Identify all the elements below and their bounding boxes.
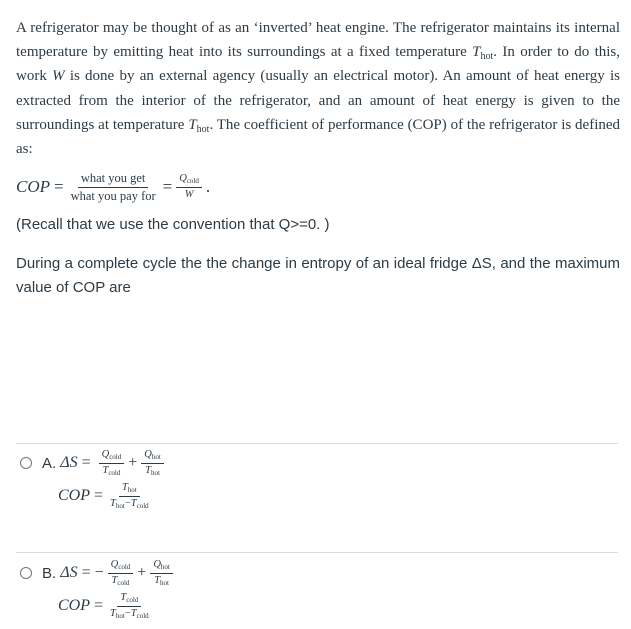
t-hot-symbol-2: $T_{hot}$ [188, 116, 210, 135]
q-cold-over-t-cold: $\frac{Q_{cold}}{T_{cold}}$ [108, 560, 134, 586]
minus-sign: − [94, 564, 104, 581]
intro-text-1: A refrigerator may be thought of as an ‘inverted’ heat engine. The refrigerator maintains its internal temperature by emitting heat into its surroundings at a fixed temperature [16, 20, 620, 61]
radio-button-b[interactable] [20, 567, 32, 579]
period: . [205, 177, 211, 196]
cop-word-fraction [68, 172, 159, 202]
q-hot-over-t-hot: $\frac{Q_{hot}}{T_{hot}}$ [150, 560, 173, 586]
t-hot-symbol: $T_{hot}$ [472, 44, 494, 63]
equals-sign: = [94, 597, 104, 614]
cop-fraction: $\frac{T_{cold}}{T_{hot}-T_{cold}}$ [110, 592, 149, 620]
intro-text-2: . In order to do this, work [16, 44, 621, 85]
equals-sign-2: = [162, 177, 173, 196]
q-over-w-fraction: $\frac{Q_{cold}}{W}$ [176, 174, 202, 200]
option-divider-b [16, 552, 618, 553]
question-intro-paragraph [16, 16, 620, 161]
cop-symbol: COP [58, 597, 90, 614]
cop-symbol: COP [16, 177, 50, 196]
option-divider-a [16, 443, 618, 444]
delta-s-symbol: ΔS [60, 454, 78, 471]
equals-sign: = [81, 564, 91, 581]
q-hot-over-t-hot: $\frac{Q_{hot}}{T_{hot}}$ [141, 450, 164, 476]
equals-sign: = [94, 487, 104, 504]
equals-sign: = [81, 454, 91, 471]
cop-fraction: $\frac{T_{hot}}{T_{hot}-T_{cold}}$ [110, 482, 149, 510]
fraction-denominator: what you pay for [70, 188, 156, 203]
work-symbol: W [52, 68, 65, 85]
intro-text-3: is done by an external agency (usually an electrical motor). An amount of heat energy is extracted from the interior of the refrigerator, and an amount of heat energy is given to the surroundings at temperature [16, 68, 621, 133]
radio-button-a[interactable] [20, 457, 32, 469]
recall-note: (Recall that we use the convention that Q>=0. ) [16, 216, 330, 233]
cop-definition-formula [16, 172, 210, 202]
question-prompt: During a complete cycle the the change in entropy of an ideal fridge ΔS, and the maximum value of COP are [16, 255, 620, 297]
delta-s-symbol: ΔS [60, 564, 78, 581]
option-label-a: A. [42, 454, 57, 472]
plus-sign: + [128, 454, 138, 471]
fraction-numerator: what you get [78, 172, 149, 188]
intro-text-4: . The coefficient of performance (COP) of the refrigerator is defined as: [16, 116, 621, 158]
option-label-b: B. [42, 564, 57, 582]
q-cold-over-t-cold: $\frac{Q_{cold}}{T_{cold}}$ [99, 450, 125, 476]
plus-sign: + [137, 564, 147, 581]
cop-symbol: COP [58, 487, 90, 504]
equals-sign: = [54, 177, 64, 196]
